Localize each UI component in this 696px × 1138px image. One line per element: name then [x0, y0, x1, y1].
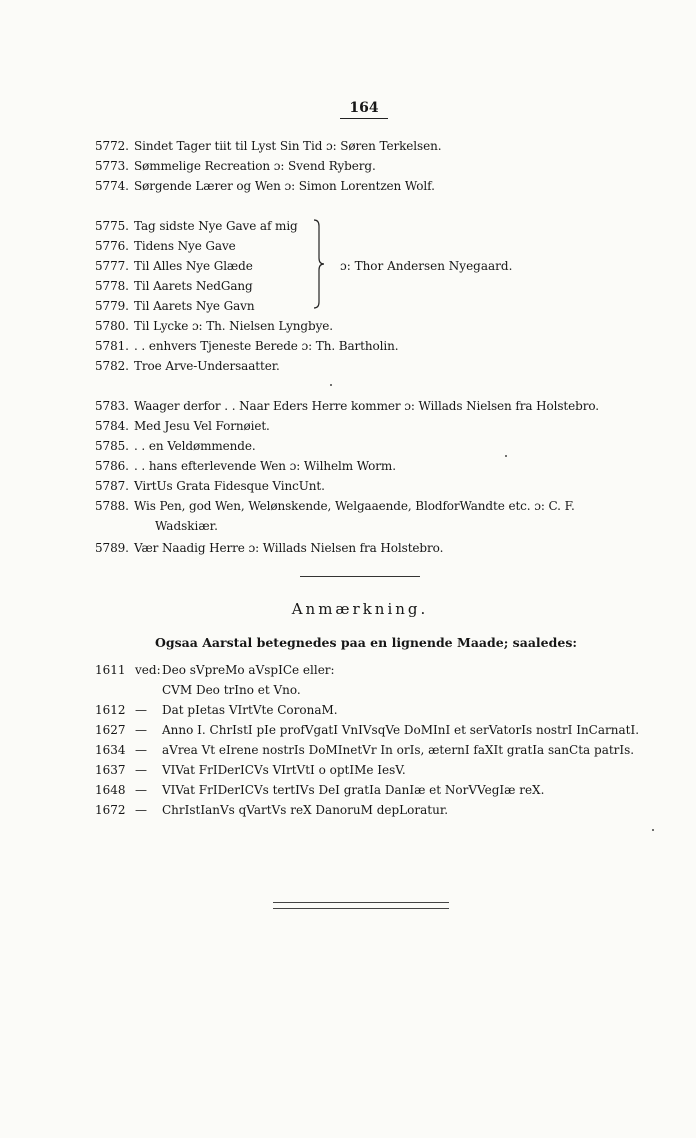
end-rule [273, 902, 449, 909]
entry-number: 5772. [95, 139, 129, 153]
chronogram-year: 1672 [95, 803, 126, 817]
entry-5780 [95, 316, 333, 336]
entry-number: 5773. [95, 159, 129, 173]
chronogram-year: 1627 [95, 723, 126, 737]
curly-brace [312, 218, 326, 310]
chronogram-separator: — [135, 783, 147, 797]
chronogram-line [95, 740, 634, 760]
entry-text: Tag sidste Nye Gave af mig [134, 219, 298, 233]
entry-number: 5785. [95, 439, 129, 453]
entry-5789 [95, 538, 443, 558]
entry-text: Sørgende Lærer og Wen ɔ: Simon Lorentzen Wolf. [134, 179, 435, 193]
entry-number: 5780. [95, 319, 129, 333]
entry-number: 5775. [95, 219, 129, 233]
entry-5787 [95, 476, 325, 496]
chronogram-line [95, 760, 406, 780]
chronogram-line [95, 720, 639, 740]
entry-5776 [95, 236, 236, 256]
section-divider [300, 576, 420, 577]
entry-text: Wis Pen, god Wen, Welønskende, Welgaaende, BlodforWandte etc. ɔ: C. F. [134, 499, 575, 513]
chronogram-text: VIVat FrIDerICVs tertIVs DeI gratIa DanIæ et NorVVegIæ reX. [162, 783, 545, 797]
chronogram-year: 1637 [95, 763, 126, 777]
entry-text: Tidens Nye Gave [134, 239, 236, 253]
entry-5774 [95, 176, 435, 196]
chronogram-year: 1611 [95, 663, 126, 677]
chronogram-text: aVrea Vt eIrene nostrIs DoMInetVr In orIs, æternI faXIt gratIa sanCta patrIs. [162, 743, 635, 757]
entry-5781 [95, 336, 398, 356]
chronogram-line [95, 780, 544, 800]
entry-number: 5774. [95, 179, 129, 193]
entry-text: Vær Naadig Herre ɔ: Willads Nielsen fra Holstebro. [134, 541, 444, 555]
entry-5778 [95, 276, 253, 296]
chronogram-text: Anno I. ChrIstI pIe profVgatI VnIVsqVe DoMInI et serVatorIs nostrI InCarnatI. [162, 723, 640, 737]
entry-number: 5787. [95, 479, 129, 493]
chronogram-line [95, 800, 448, 820]
chronogram-separator: — [135, 763, 147, 777]
chronogram-separator: — [135, 723, 147, 737]
chronogram-text: ChrIstIanVs qVartVs reX DanoruM depLoratur. [162, 803, 449, 817]
entry-text: Til Alles Nye Glæde [134, 259, 253, 273]
chronogram-separator: ved: [135, 663, 161, 677]
entry-5782 [95, 356, 280, 376]
entry-number: 5789. [95, 541, 129, 555]
brace-attribution: ɔ: Thor Andersen Nyegaard. [340, 259, 513, 273]
entry-text: . . enhvers Tjeneste Berede ɔ: Th. Bartholin. [134, 339, 399, 353]
print-speck [330, 384, 332, 386]
chronogram-year: 1612 [95, 703, 126, 717]
chronogram-year: 1648 [95, 783, 126, 797]
entry-5775 [95, 216, 298, 236]
entry-number: 5777. [95, 259, 129, 273]
chronogram-separator: — [135, 703, 147, 717]
page-number: 164 [340, 100, 388, 119]
entry-text: Sindet Tager tiit til Lyst Sin Tid ɔ: Søren Terkelsen. [134, 139, 442, 153]
entry-5784 [95, 416, 270, 436]
entry-5788-continuation: Wadskiær. [155, 519, 218, 533]
chronogram-separator: — [135, 803, 147, 817]
entry-text: VirtUs Grata Fidesque VincUnt. [134, 479, 325, 493]
chronogram-line [162, 680, 301, 700]
entry-number: 5781. [95, 339, 129, 353]
chronogram-line [95, 660, 335, 680]
entry-5785 [95, 436, 256, 456]
print-speck [505, 455, 507, 457]
entry-5773 [95, 156, 376, 176]
note-heading: Anmærkning. [291, 600, 429, 618]
entry-text: Waager derfor . . Naar Eders Herre kommer ɔ: Willads Nielsen fra Holstebro. [134, 399, 600, 413]
entry-number: 5783. [95, 399, 129, 413]
entry-5772 [95, 136, 441, 156]
entry-number: 5782. [95, 359, 129, 373]
chronogram-text: Deo sVpreMo aVspICe eller: [162, 663, 335, 677]
entry-text: Sømmelige Recreation ɔ: Svend Ryberg. [134, 159, 376, 173]
note-intro: Ogsaa Aarstal betegnedes paa en lignende Maade; saaledes: [155, 635, 577, 650]
entry-number: 5779. [95, 299, 129, 313]
entry-number: 5776. [95, 239, 129, 253]
entry-number: 5786. [95, 459, 129, 473]
entry-text: Troe Arve-Undersaatter. [134, 359, 280, 373]
chronogram-line [95, 700, 338, 720]
entry-number: 5784. [95, 419, 129, 433]
chronogram-text: CVM Deo trIno et Vno. [162, 683, 301, 697]
print-speck [652, 829, 654, 831]
entry-5788 [95, 496, 575, 516]
entry-text: Til Aarets Nye Gavn [134, 299, 255, 313]
chronogram-separator: — [135, 743, 147, 757]
entry-5777 [95, 256, 253, 276]
entry-text: . . en Veldømmende. [134, 439, 256, 453]
entry-5783 [95, 396, 599, 416]
entry-text: . . hans efterlevende Wen ɔ: Wilhelm Worm. [134, 459, 396, 473]
chronogram-text: Dat pIetas VIrtVte CoronaM. [162, 703, 338, 717]
entry-text: Til Lycke ɔ: Th. Nielsen Lyngbye. [134, 319, 333, 333]
entry-5779 [95, 296, 255, 316]
chronogram-text: VIVat FrIDerICVs VIrtVtI o optIMe IesV. [162, 763, 406, 777]
entry-text: Med Jesu Vel Fornøiet. [134, 419, 270, 433]
entry-number: 5788. [95, 499, 129, 513]
entry-5786 [95, 456, 396, 476]
entry-text: Til Aarets NedGang [134, 279, 253, 293]
chronogram-year: 1634 [95, 743, 126, 757]
entry-number: 5778. [95, 279, 129, 293]
